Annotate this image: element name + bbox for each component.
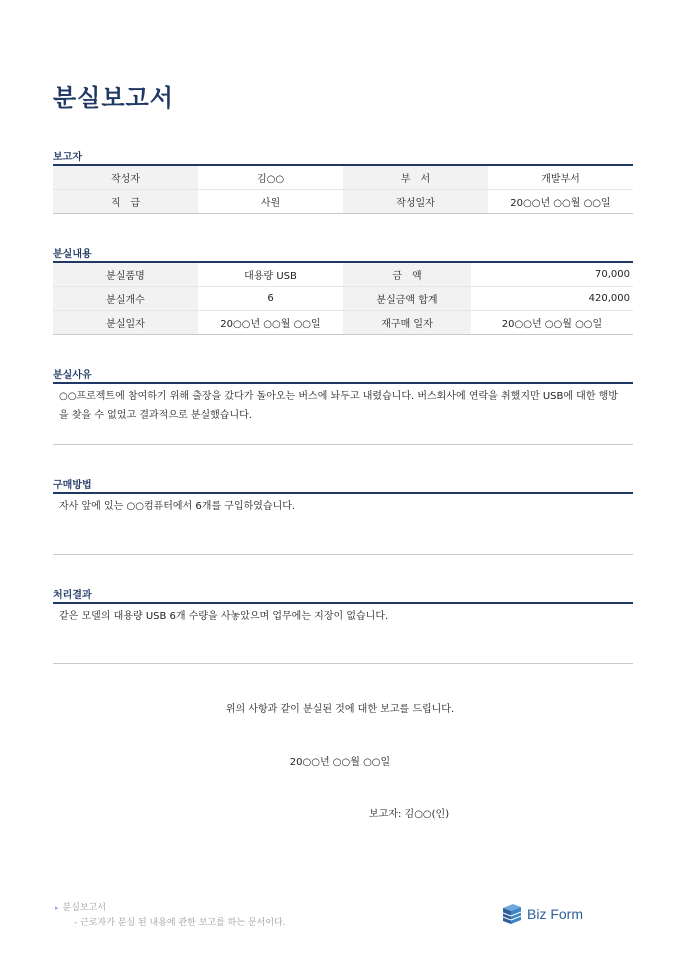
reason-text: ○○프로젝트에 참여하기 위해 출장을 갔다가 돌아오는 버스에 놔두고 내렸습니다. 버스회사에 연락을 취했지만 USB에 대한 행방을 찾을 수 없었고 결과적으로 분실했습니다. bbox=[53, 382, 633, 445]
table-row bbox=[53, 287, 633, 311]
reporter-signature: 보고자: 김○○(인) bbox=[369, 809, 450, 820]
reporter-writer-value: 김○○ bbox=[198, 165, 343, 190]
loss-total-value: 420,000 bbox=[471, 287, 633, 311]
loss-date-label: 분실일자 bbox=[53, 311, 198, 335]
repurchase-date-label: 재구매 일자 bbox=[343, 311, 471, 335]
reporter-table bbox=[53, 164, 633, 214]
table-row bbox=[53, 262, 633, 287]
bizform-logo-text: Biz Form bbox=[527, 906, 583, 922]
table-row bbox=[53, 190, 633, 214]
loss-amount-label: 금 액 bbox=[343, 262, 471, 287]
closing-statement: 위의 사항과 같이 분실된 것에 대한 보고를 드립니다. bbox=[225, 704, 455, 715]
reporter-rank-value: 사원 bbox=[260, 198, 281, 209]
purchase-text: 자사 앞에 있는 ○○컴퓨터에서 6개를 구입하였습니다. bbox=[53, 492, 633, 555]
bizform-logo bbox=[501, 902, 583, 926]
table-row bbox=[53, 311, 633, 335]
document-title: 분실보고서 bbox=[53, 84, 174, 112]
reporter-rank-label: 직 급 bbox=[53, 190, 198, 214]
loss-count-value: 6 bbox=[198, 287, 343, 311]
result-section-heading: 처리결과 bbox=[53, 590, 92, 601]
loss-date-value: 20○○년 ○○월 ○○일 bbox=[220, 319, 321, 330]
loss-item-value: 대용량 USB bbox=[198, 262, 343, 287]
reporter-date-label: 작성일자 bbox=[343, 190, 488, 214]
reporter-date-value: 20○○년 ○○월 ○○일 bbox=[510, 198, 611, 209]
loss-count-label: 분실개수 bbox=[53, 287, 198, 311]
building-logo-icon bbox=[501, 902, 523, 926]
purchase-section-heading: 구매방법 bbox=[53, 480, 92, 491]
reporter-department-label: 부 서 bbox=[343, 165, 488, 190]
closing-date: 20○○년 ○○월 ○○일 bbox=[289, 757, 391, 768]
footer-doc-name bbox=[55, 900, 106, 913]
result-text: 같은 모델의 대용량 USB 6개 수량을 사놓았으며 업무에는 지장이 없습니다. bbox=[53, 602, 633, 664]
reason-section-heading: 분실사유 bbox=[53, 370, 92, 381]
loss-total-label: 분실금액 합계 bbox=[343, 287, 471, 311]
loss-section-heading: 분실내용 bbox=[53, 249, 92, 260]
loss-item-label: 분실품명 bbox=[53, 262, 198, 287]
triangle-bullet-icon: ▸ bbox=[55, 904, 59, 912]
footer-description: - 근로자가 분실 된 내용에 관한 보고를 하는 문서이다. bbox=[74, 918, 286, 928]
reporter-section-heading: 보고자 bbox=[53, 152, 82, 163]
loss-table bbox=[53, 261, 633, 335]
reporter-department-value: 개발부서 bbox=[488, 165, 633, 190]
table-row bbox=[53, 165, 633, 190]
footer-doc-name-text: 분실보고서 bbox=[62, 903, 106, 913]
loss-amount-value: 70,000 bbox=[471, 262, 633, 287]
repurchase-date-value: 20○○년 ○○월 ○○일 bbox=[501, 319, 603, 330]
reporter-writer-label: 작성자 bbox=[53, 165, 198, 190]
